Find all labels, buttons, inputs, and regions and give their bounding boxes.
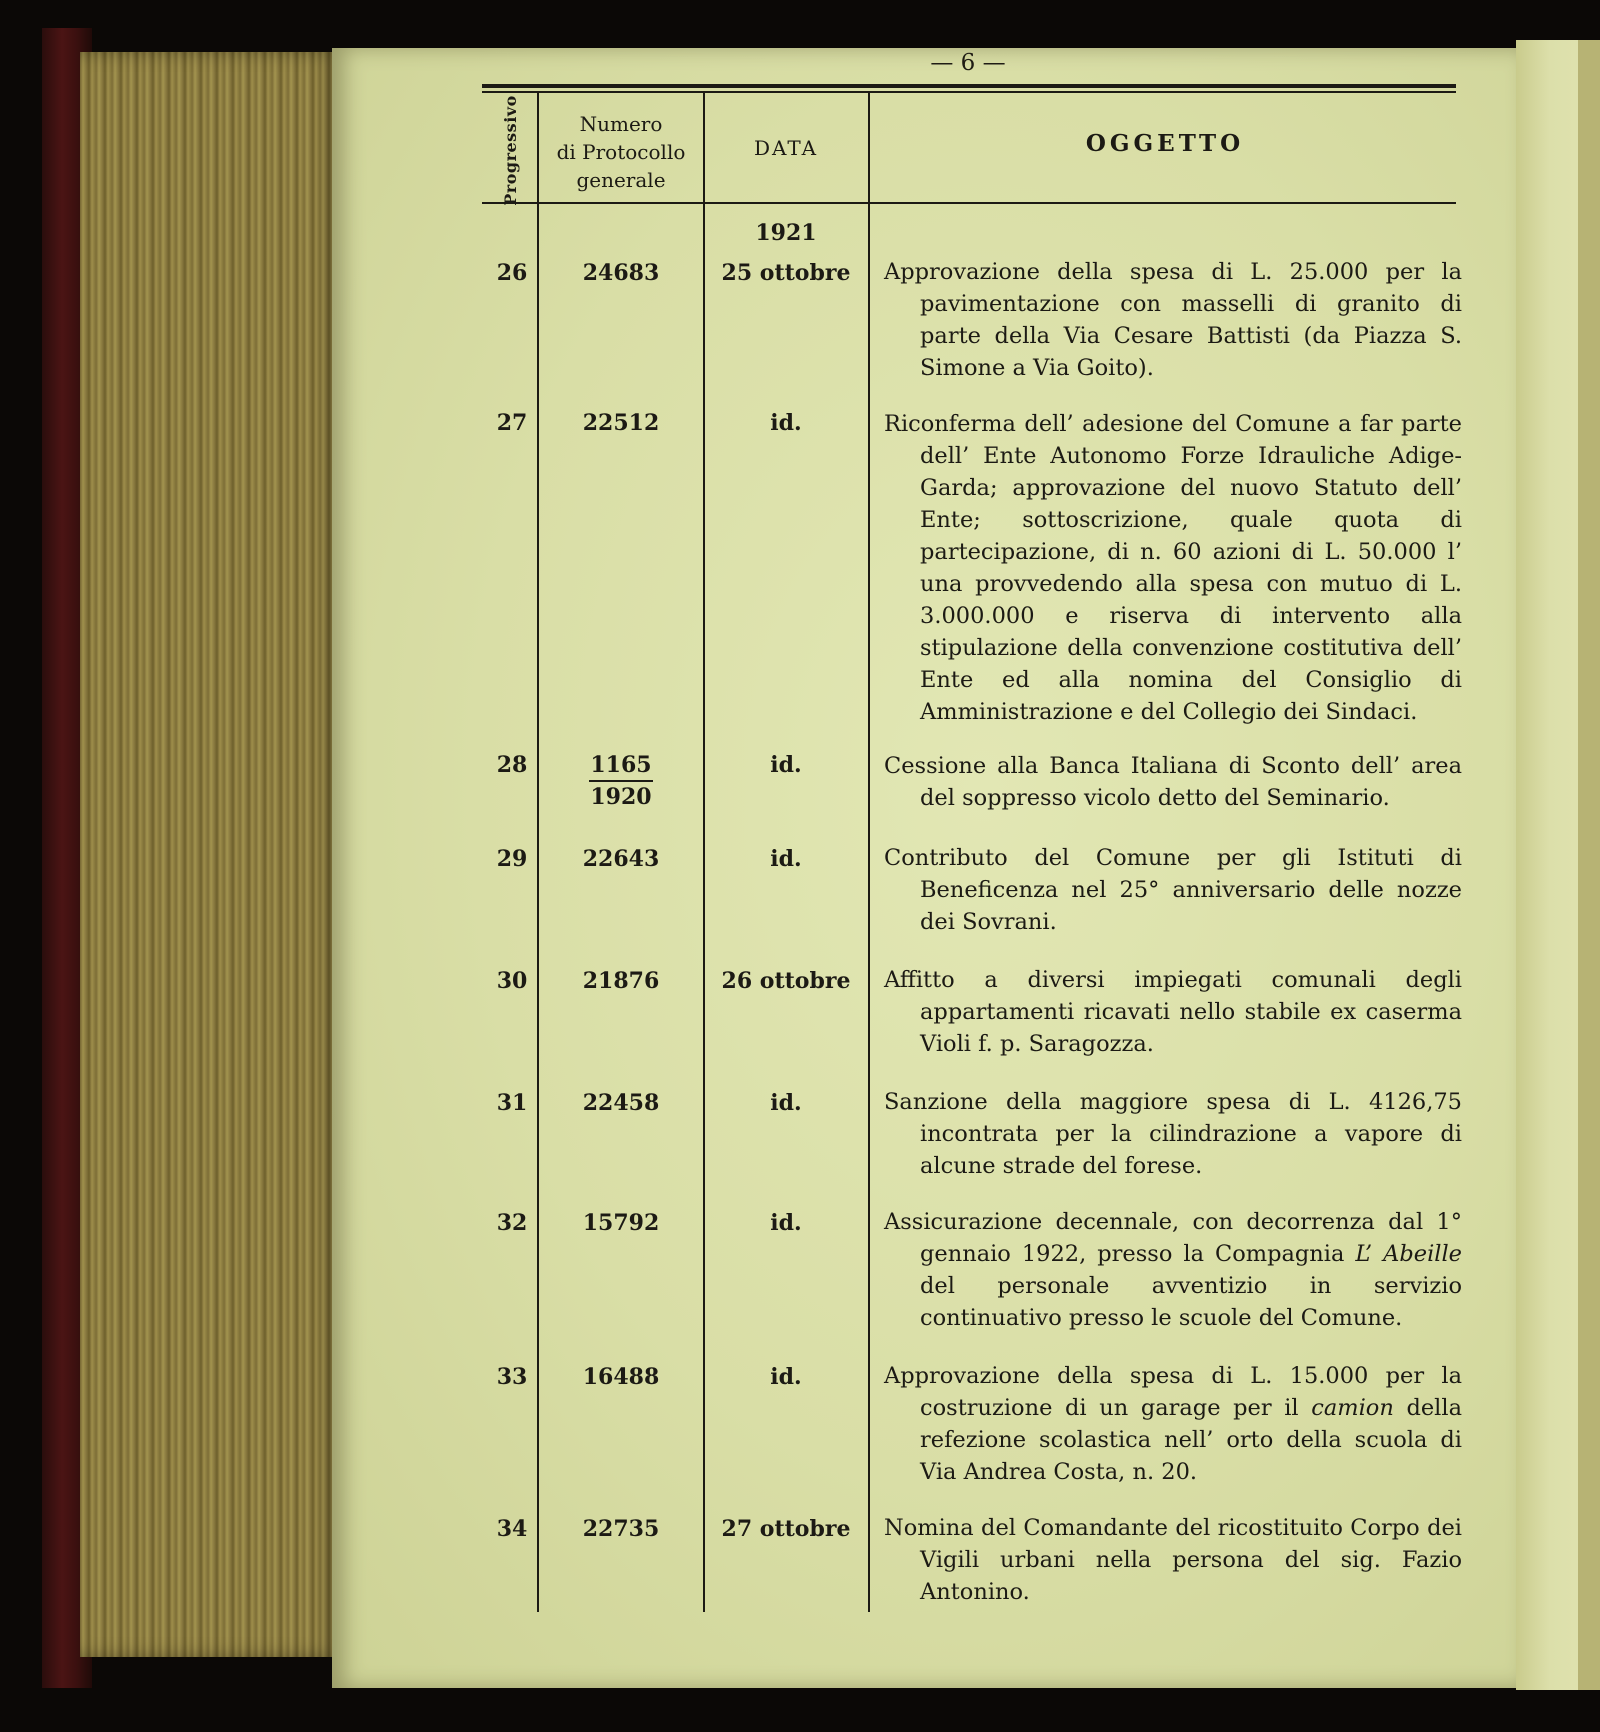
row-oggetto-italic: camion — [1311, 1395, 1394, 1421]
year-heading: 1921 — [755, 220, 817, 246]
row-progressivo: 27 — [496, 410, 528, 436]
row-data: id. — [770, 410, 802, 436]
row-oggetto: Sanzione della maggiore spesa di L. 4126,75 incontrata per la cilindrazione a vapore di alcune strade del forese. — [884, 1089, 1462, 1179]
row-protocollo: 22512 — [582, 410, 660, 436]
header-numero-line: di Protocollo — [556, 140, 686, 164]
row-oggetto: Approvazione della spesa di L. 25.000 per la pavimentazione con masselli di granito di parte della Via Cesare Battisti (da Piazza S. Simone a Via Goito). — [884, 259, 1462, 381]
row-protocollo-fraction — [540, 752, 702, 810]
header-bottom-rule — [482, 202, 1456, 204]
row-oggetto: Contributo del Comune per gli Istituti di Beneficenza nel 25° anniversario delle nozze dei Sovrani. — [884, 845, 1462, 935]
row-oggetto-italic: L’ Abeille — [1355, 1241, 1462, 1267]
column-divider — [868, 92, 870, 1612]
row-data: id. — [770, 1210, 802, 1236]
row-oggetto — [884, 1206, 1462, 1334]
row-progressivo: 29 — [496, 846, 528, 872]
row-progressivo: 30 — [496, 968, 528, 994]
row-protocollo: 16488 — [582, 1364, 660, 1390]
row-protocollo: 22643 — [582, 846, 660, 872]
row-progressivo: 32 — [496, 1210, 528, 1236]
row-data: 25 ottobre — [721, 260, 851, 286]
row-protocollo: 24683 — [582, 260, 660, 286]
row-data: 27 ottobre — [721, 1516, 851, 1542]
row-progressivo: 28 — [496, 752, 528, 778]
header-numero-protocollo — [540, 110, 702, 194]
row-progressivo: 31 — [496, 1090, 528, 1116]
column-divider — [537, 92, 539, 1612]
header-progressivo-label: Progressivo — [500, 94, 520, 206]
table-top-rule-thin — [482, 91, 1456, 93]
row-protocollo-denominator: 1920 — [590, 784, 652, 810]
row-oggetto-text: della refezione scolastica nell’ orto della scuola di Via Andrea Costa, n. 20. — [920, 1395, 1462, 1485]
row-data: id. — [770, 752, 802, 778]
row-progressivo: 34 — [496, 1516, 528, 1542]
row-oggetto — [884, 1360, 1462, 1488]
row-oggetto-text: Assicurazione decennale, con decorrenza dal 1° gennaio 1922, presso la Compagnia — [884, 1209, 1462, 1267]
row-oggetto: Affitto a diversi impiegati comunali degli appartamenti ricavati nello stabile ex caserma Violi f. p. Saragozza. — [884, 967, 1462, 1057]
row-data: id. — [770, 1364, 802, 1390]
facing-page-edge — [1578, 40, 1600, 1690]
row-protocollo-numerator: 1165 — [589, 752, 653, 782]
header-oggetto: OGGETTO — [1085, 130, 1245, 157]
row-oggetto-text: del personale avventizio in servizio continuativo presso le scuole del Comune. — [920, 1273, 1462, 1331]
header-numero-line: generale — [576, 168, 666, 192]
header-numero-line: Numero — [579, 112, 663, 136]
row-protocollo: 22458 — [582, 1090, 660, 1116]
row-oggetto: Cessione alla Banca Italiana di Sconto dell’ area del soppresso vicolo detto del Seminario. — [884, 753, 1462, 811]
row-progressivo: 33 — [496, 1364, 528, 1390]
row-oggetto-text: Approvazione della spesa di L. 15.000 per la costruzione di un garage per il — [884, 1363, 1462, 1421]
row-progressivo: 26 — [496, 260, 528, 286]
row-data: id. — [770, 846, 802, 872]
page-edges — [80, 52, 340, 1657]
page-number: — 6 — — [930, 50, 1006, 76]
row-protocollo: 22735 — [582, 1516, 660, 1542]
row-oggetto: Riconferma dell’ adesione del Comune a far parte dell’ Ente Autonomo Forze Idrauliche Adige-Garda; approvazione del nuovo Statuto dell’ Ente; sottoscrizione, quale quota di partecipazione, di n. 60 azioni di L. 50.000 l’ una provvedendo alla spesa con mutuo di L. 3.000.000 e riserva di intervento alla stipulazione della convenzione costitutiva dell’ Ente ed alla nomina del Consiglio di Amministrazione e del Collegio dei Sindaci. — [884, 411, 1462, 725]
row-protocollo: 21876 — [582, 968, 660, 994]
row-data: 26 ottobre — [721, 968, 851, 994]
row-protocollo: 15792 — [582, 1210, 660, 1236]
header-data: DATA — [753, 136, 819, 160]
row-data: id. — [770, 1090, 802, 1116]
header-progressivo — [490, 94, 530, 206]
table-top-rule — [482, 84, 1456, 88]
row-oggetto: Nomina del Comandante del ricostituito Corpo dei Vigili urbani nella persona del sig. Fazio Antonino. — [884, 1515, 1462, 1605]
